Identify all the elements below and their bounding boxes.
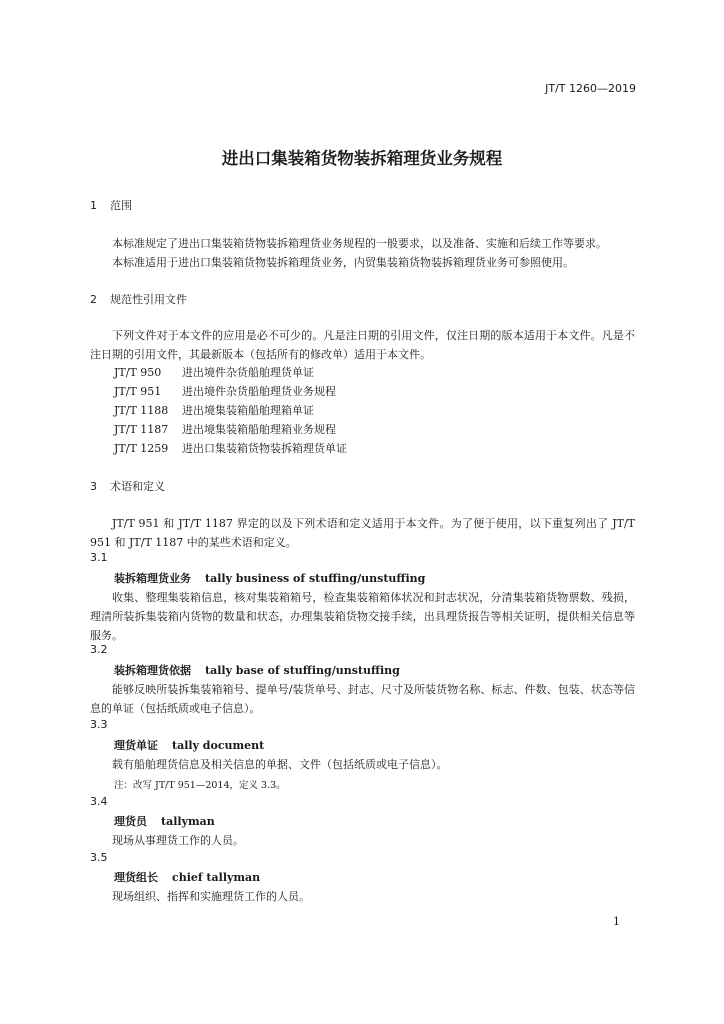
term-zh: 理货组长	[114, 871, 158, 884]
section-title: 规范性引用文件	[110, 293, 187, 306]
term-heading	[114, 570, 425, 586]
section-number: 1	[90, 199, 97, 212]
term-zh: 装拆箱理货依据	[114, 664, 191, 677]
term-zh: 装拆箱理货业务	[114, 572, 191, 585]
section-2-heading	[90, 291, 187, 307]
reference-name: 进出境集装箱船舶理箱业务规程	[182, 423, 336, 436]
term-definition: 现场从事理货工作的人员。	[112, 834, 244, 847]
term-definition: 收集、整理集装箱信息，核对集装箱箱号，检查集装箱箱体状况和封志状况，分清集装箱货物票数、残损，理清所装拆集装箱内货物的数量和状态，办理集装箱货物交接手续，出具理货报告等相关证明，提供相关信息等服务。	[90, 591, 635, 642]
term-en: tally business of stuffing/unstuffing	[205, 572, 426, 585]
section-1-heading	[90, 197, 132, 213]
term-number: 3.3	[90, 718, 108, 731]
reference-name: 进出境集装箱船舶理箱单证	[182, 404, 314, 417]
term-en: chief tallyman	[172, 871, 261, 884]
section-number: 3	[90, 480, 97, 493]
term-heading	[114, 869, 260, 885]
term-en: tallyman	[161, 815, 215, 828]
term-definition: 载有船舶理货信息及相关信息的单据、文件（包括纸质或电子信息）。	[112, 758, 448, 771]
term-en: tally base of stuffing/unstuffing	[205, 664, 400, 677]
reference-item	[114, 440, 347, 456]
term-en: tally document	[172, 739, 265, 752]
reference-code: JT/T 951	[114, 385, 162, 398]
term-heading	[114, 737, 264, 753]
term-number: 3.5	[90, 851, 108, 864]
section-3-heading	[90, 478, 165, 494]
reference-item	[114, 421, 336, 437]
norm-refs-intro: 下列文件对于本文件的应用是必不可少的。凡是注日期的引用文件，仅注日期的版本适用于本文件。凡是不注日期的引用文件，其最新版本（包括所有的修改单）适用于本文件。	[90, 329, 635, 361]
term-heading	[114, 813, 215, 829]
reference-item	[114, 383, 336, 399]
scope-paragraph-2: 本标准适用于进出口集装箱货物装拆箱理货业务，内贸集装箱货物装拆箱理货业务可参照使用。	[112, 256, 574, 269]
section-title: 范围	[110, 199, 132, 212]
term-number: 3.4	[90, 795, 108, 808]
reference-item	[114, 402, 314, 418]
term-zh: 理货单证	[114, 739, 158, 752]
term-definition: 现场组织、指挥和实施理货工作的人员。	[112, 890, 310, 903]
term-definition: 能够反映所装拆集装箱箱号、提单号/装货单号、封志、尺寸及所装货物名称、标志、件数、包装、状态等信息的单证（包括纸质或电子信息）。	[90, 683, 635, 715]
term-number: 3.2	[90, 643, 108, 656]
term-zh: 理货员	[114, 815, 147, 828]
reference-name: 进出口集装箱货物装拆箱理货单证	[182, 442, 347, 455]
term-note: 注：改写 JT/T 951—2014，定义 3.3。	[114, 780, 286, 791]
reference-name: 进出境件杂货船舶理货业务规程	[182, 385, 336, 398]
term-heading	[114, 662, 400, 678]
document-title: 进出口集装箱货物装拆箱理货业务规程	[221, 149, 503, 168]
reference-code: JT/T 1187	[114, 423, 169, 436]
reference-code: JT/T 1188	[114, 404, 169, 417]
section-title: 术语和定义	[110, 480, 165, 493]
scope-paragraph-1: 本标准规定了进出口集装箱货物装拆箱理货业务规程的一般要求，以及准备、实施和后续工作等要求。	[112, 237, 607, 250]
term-number: 3.1	[90, 551, 108, 564]
reference-name: 进出境件杂货船舶理货单证	[182, 366, 314, 379]
page-number: 1	[613, 915, 620, 928]
reference-code: JT/T 1259	[114, 442, 169, 455]
reference-code: JT/T 950	[114, 366, 162, 379]
terms-intro: JT/T 951 和 JT/T 1187 界定的以及下列术语和定义适用于本文件。为了便于使用，以下重复列出了 JT/T 951 和 JT/T 1187 中的某些术语和定义。	[90, 517, 635, 549]
reference-item	[114, 364, 314, 380]
standard-code: JT/T 1260—2019	[545, 82, 636, 95]
section-number: 2	[90, 293, 97, 306]
